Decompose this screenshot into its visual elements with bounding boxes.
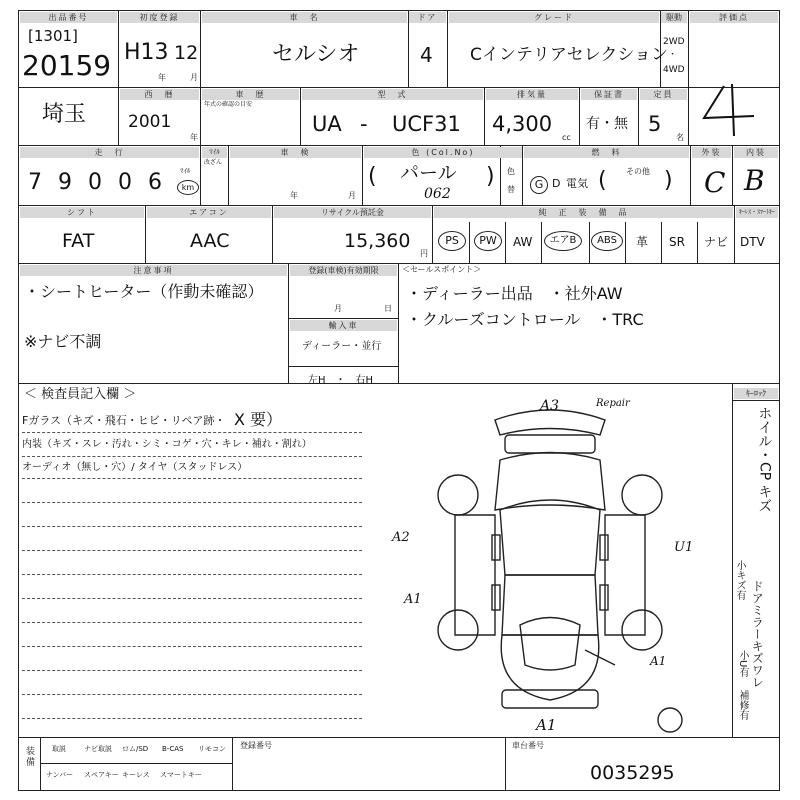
grade-header: グレード (449, 12, 659, 23)
side-text-mirror: ドアミラーキズワレ (750, 580, 765, 688)
year-unit-2: 年 (190, 133, 198, 142)
mileage-digit: 7 (28, 170, 42, 195)
mark-repair: Repair (596, 398, 630, 409)
lot-code: [1301] (28, 27, 78, 45)
import-header: 輸入車 (290, 320, 397, 331)
reg-no-label: 登録番号 (240, 741, 272, 750)
bottom-keyless: キーレス (122, 771, 150, 779)
first-reg-era: H13 (124, 40, 169, 65)
inspect-line-interior: 内装（キズ・スレ・汚れ・シミ・コゲ・穴・キレ・補れ・割れ） (22, 439, 312, 450)
lot-number: 20159 (22, 49, 112, 82)
sales-point-header: ＜セールスポイント＞ (402, 265, 482, 274)
km-circle: km (177, 180, 199, 195)
drive-sep: ・ (668, 50, 678, 60)
inspection-header: 車 検 (230, 147, 361, 158)
mileage-digit: 0 (118, 170, 132, 195)
sales-point-1: ・ディーラー出品 ・社外AW (406, 284, 623, 303)
mark-a3: A3 (540, 398, 560, 414)
bottom-spare-key: スペアキー (84, 771, 119, 779)
int-header: 内装 (734, 147, 778, 158)
color-change-a: 色 (507, 167, 515, 176)
inspect-line-audio: オーディオ（無し・穴）/ タイヤ（スタッドレス） (22, 462, 248, 473)
notes-header: 注意事項 (20, 265, 287, 276)
reg-note: 年式の確認の目安 (204, 101, 253, 108)
meter-header: ﾏｲﾙ (202, 147, 227, 158)
bottom-label-equip: 装備 (24, 746, 34, 768)
keyless-header: ｷｰﾚｽ・ｽﾏｰﾄｷｰ (736, 207, 778, 218)
mark-a1-left: A1 (404, 592, 422, 607)
side-text-repaired: 補修有 (737, 690, 748, 720)
inspection-section-header: ＜ 検査員記入欄 ＞ (24, 387, 137, 402)
note-line-2: ※ナビ不調 (24, 332, 102, 351)
doors-value: 4 (420, 43, 433, 67)
key-lock-header: ｷｰﾛｯｸ (734, 388, 778, 399)
drive-header: 駆動 (661, 12, 687, 23)
expiry-month: 月 (334, 304, 342, 313)
car-diagram (380, 390, 730, 735)
lot-no-header: 出品番号 (20, 12, 117, 23)
sales-point-2: ・クルーズコントロール ・TRC (406, 310, 644, 329)
color-paren-l: ( (368, 164, 377, 189)
inspect-line-glass: Fガラス（キズ・飛石・ヒビ・リペア跡・ (22, 414, 226, 427)
shift-header: シフト (20, 207, 144, 218)
era-header: 西 暦 (120, 89, 199, 100)
model-prefix: UA (312, 112, 342, 136)
rating-header: 評価点 (690, 12, 778, 23)
equip-airbag: エアB (544, 231, 582, 251)
year-unit: 年 (158, 73, 166, 82)
mileage-digits (28, 170, 162, 195)
seats-value: 5 (648, 112, 662, 136)
int-grade: B (744, 164, 765, 197)
bottom-manual: 取説 (52, 745, 66, 753)
model-code: UCF31 (392, 112, 461, 136)
note-line-1: ・シートヒーター（作動未確認） (24, 282, 264, 301)
chassis-no-label: 車台番号 (512, 741, 544, 750)
bottom-plate: ナンバー (46, 771, 74, 779)
mileage-digit: 9 (58, 170, 72, 195)
color-code: 062 (424, 186, 451, 202)
bottom-remote: リモコン (198, 745, 226, 753)
mark-a1-bottom: A1 (536, 716, 557, 734)
equip-abs: ABS (591, 231, 623, 251)
inspect-month: 月 (348, 191, 356, 200)
history-header: 車 歴 (202, 89, 299, 100)
equipment-header: 純 正 装 備 品 (434, 207, 733, 218)
displacement-value: 4,300 (492, 112, 553, 136)
equip-sr: SR (669, 235, 685, 249)
side-text-small-dent: 小U有 (737, 650, 748, 678)
equip-dtv: DTV (740, 235, 765, 249)
mile-label: ﾏｲﾙ (180, 167, 191, 175)
color-header: 色 (Col.No) (364, 147, 522, 158)
doors-header: ドア (409, 12, 446, 23)
mileage-digit: 6 (148, 170, 162, 195)
seats-header: 定員 (640, 89, 687, 100)
mileage-digit: 0 (88, 170, 102, 195)
rating-value (0, 0, 1, 1)
model-header: 型 式 (302, 89, 483, 100)
equip-pw: PW (474, 231, 502, 251)
seats-unit: 名 (676, 133, 684, 142)
car-name-header: 車 名 (202, 12, 407, 23)
aircon-header: エアコン (147, 207, 271, 218)
model-dash: - (360, 112, 368, 136)
warranty-header: 保証書 (581, 89, 637, 100)
ext-header: 外装 (692, 147, 731, 158)
bottom-smart-key: スマートキー (160, 771, 202, 779)
bottom-rom: ロム/SD (122, 745, 149, 753)
displacement-header: 排気量 (486, 89, 578, 100)
recycle-header: リサイクル預託金 (274, 207, 431, 218)
recycle-value: 15,360 (344, 230, 411, 252)
bottom-bcas: B-CAS (162, 745, 184, 753)
equip-leather: 革 (636, 235, 649, 249)
mark-u1: U1 (674, 540, 694, 555)
color-change-b: 替 (507, 185, 515, 194)
expiry-header: 登録(車検)有効期限 (290, 265, 397, 276)
first-reg-month: 12 (174, 42, 199, 64)
first-reg-header: 初度登録 (120, 12, 199, 23)
cc-unit: cc (562, 133, 571, 142)
prefecture: 埼玉 (42, 102, 87, 127)
aircon-value: AAC (190, 230, 230, 252)
side-text-small-scratch: 小キズ有 (734, 560, 745, 600)
fuel-paren-l: ( (598, 168, 607, 193)
model-year: 2001 (128, 112, 172, 132)
equip-aw: AW (513, 235, 533, 249)
mark-a2: A2 (392, 530, 410, 545)
import-type: ディーラー・並行 (302, 341, 382, 352)
equip-navi: ナビ (704, 235, 729, 249)
inspect-year: 年 (290, 191, 298, 200)
shift-value: FAT (62, 230, 95, 252)
month-unit: 月 (190, 73, 198, 82)
drive-4wd: 4WD (663, 65, 685, 75)
warranty-value: 有・無 (586, 116, 628, 132)
inspect-x-mark: X 要） (234, 410, 283, 429)
side-text-wheel: ホイル・CP キズ (756, 406, 773, 513)
expiry-day: 日 (384, 304, 392, 313)
drive-2wd: 2WD (663, 37, 685, 47)
rating-mark (694, 78, 778, 140)
grade-value: Cインテリアセレクション (470, 45, 669, 65)
fuel-gas-circle: G (530, 176, 548, 194)
handle-side: 左H ・ 右H (308, 375, 374, 386)
mark-a1-rear: A1 (650, 654, 667, 668)
bottom-navi-manual: ナビ取説 (84, 745, 112, 753)
car-name: セルシオ (272, 42, 360, 67)
meter-label: 改ざん (204, 159, 223, 166)
fuel-diesel: D (552, 177, 561, 190)
fuel-header: 燃 料 (524, 147, 689, 158)
equip-ps: PS (438, 231, 466, 251)
chassis-no-value: 0035295 (590, 762, 675, 784)
color-paren-r: ) (486, 164, 495, 189)
fuel-ev: 電気 (566, 177, 588, 190)
fuel-paren-r: ) (664, 168, 673, 193)
ext-grade: C (704, 166, 726, 199)
mileage-header: 走 行 (20, 147, 199, 158)
yen-unit: 円 (420, 249, 428, 258)
color-name: パール (400, 162, 457, 184)
fuel-other: その他 (626, 167, 650, 176)
